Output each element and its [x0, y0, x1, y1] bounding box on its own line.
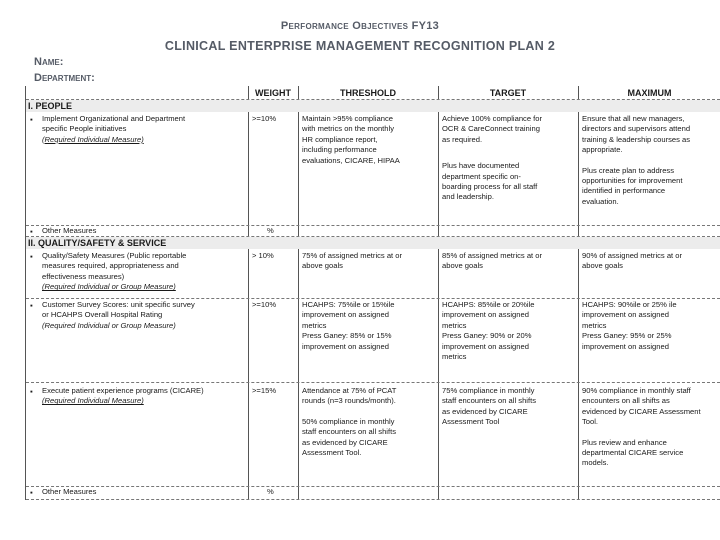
measure-cell: Other Measures	[42, 226, 97, 235]
target-cell: Achieve 100% compliance for OCR & CareConnect training as required. Plus have documented department specific on- boarding process for all staff and leadership.	[442, 114, 543, 202]
row-divider	[26, 382, 720, 383]
document-subtitle: CLINICAL ENTERPRISE MANAGEMENT RECOGNITION PLAN 2	[164, 39, 556, 53]
row-divider	[26, 225, 720, 226]
weight-cell: >=10%	[252, 300, 277, 309]
maximum-cell: 90% of assigned metrics at or above goals	[582, 251, 683, 271]
department-label: Department:	[34, 72, 95, 84]
column-divider	[248, 86, 249, 500]
column-divider	[298, 86, 299, 500]
maximum-cell: HCAHPS: 90%ile or 25% ile improvement on assigned metrics Press Ganey: 95% or 25% improvement on assigned	[582, 300, 677, 351]
name-label: Name:	[34, 56, 64, 68]
section-header-people: I. PEOPLE	[26, 100, 720, 112]
bullet-icon: ▪	[30, 115, 33, 124]
measure-cell: Quality/Safety Measures (Public reportable measures required, appropriateness and effectiveness measures) (Required Individual or Group Measure)	[42, 251, 187, 292]
document-title: Performance Objectives FY13	[280, 20, 440, 32]
bullet-icon: ▪	[30, 301, 33, 310]
required-note: (Required Individual Measure)	[42, 396, 144, 406]
row-divider	[26, 298, 720, 299]
column-header-maximum: MAXIMUM	[627, 88, 672, 98]
row-divider	[26, 499, 720, 500]
maximum-cell: 90% compliance in monthly staff encounters on all shifts as evidenced by CICARE Assessment Tool. Plus review and enhance departmental CICARE service models.	[582, 386, 701, 468]
threshold-cell: Attendance at 75% of PCAT rounds (n=3 rounds/month). 50% compliance in monthly staff encounters on all shifts as evidenced by CICARE Assessment Tool.	[302, 386, 397, 458]
column-header-target: TARGET	[489, 88, 527, 98]
measure-cell: Execute patient experience programs (CICARE) (Required Individual Measure)	[42, 386, 204, 406]
weight-cell: >=15%	[252, 386, 277, 395]
required-note: (Required Individual or Group Measure)	[42, 320, 176, 330]
threshold-cell: Maintain >95% compliance with metrics on the monthly HR compliance report, including performance evaluations, CICARE, HIPAA	[302, 114, 400, 165]
required-note: (Required Individual Measure)	[42, 134, 144, 144]
section-header-quality: II. QUALITY/SAFETY & SERVICE	[26, 237, 720, 249]
column-header-weight: WEIGHT	[255, 88, 291, 98]
threshold-cell: HCAHPS: 75%ile or 15%ile improvement on assigned metrics Press Ganey: 85% or 15% improvement on assigned	[302, 300, 395, 351]
weight-cell: %	[267, 487, 274, 496]
weight-cell: >=10%	[252, 114, 277, 123]
weight-cell: > 10%	[252, 251, 274, 260]
measure-cell: Implement Organizational and Department specific People initiatives (Required Individual Measure)	[42, 114, 186, 144]
bullet-icon: ▪	[30, 252, 33, 261]
bullet-icon: ▪	[30, 488, 33, 497]
weight-cell: %	[267, 226, 274, 235]
required-note: (Required Individual or Group Measure)	[42, 282, 176, 292]
target-cell: 85% of assigned metrics at or above goals	[442, 251, 543, 271]
measure-cell: Customer Survey Scores: unit specific survey or HCAHPS Overall Hospital Rating (Required Individual or Group Measure)	[42, 300, 195, 330]
maximum-cell: Ensure that all new managers, directors and supervisors attend training & leadership courses as appropriate. Plus create plan to address opportunities for improvement identified in performance evaluation.	[582, 114, 691, 206]
target-cell: HCAHPS: 85%ile or 20%ile improvement on assigned metrics Press Ganey: 90% or 20% improvement on assigned metrics	[442, 300, 535, 362]
bullet-icon: ▪	[30, 227, 33, 236]
column-header-threshold: THRESHOLD	[340, 88, 396, 98]
bullet-icon: ▪	[30, 387, 33, 396]
threshold-cell: 75% of assigned metrics at or above goals	[302, 251, 403, 271]
column-divider	[578, 86, 579, 500]
measure-cell: Other Measures	[42, 487, 97, 496]
column-divider	[438, 86, 439, 500]
target-cell: 75% compliance in monthly staff encounters on all shifts as evidenced by CICARE Assessment Tool	[442, 386, 536, 427]
row-divider	[26, 486, 720, 487]
objectives-table	[25, 86, 720, 500]
